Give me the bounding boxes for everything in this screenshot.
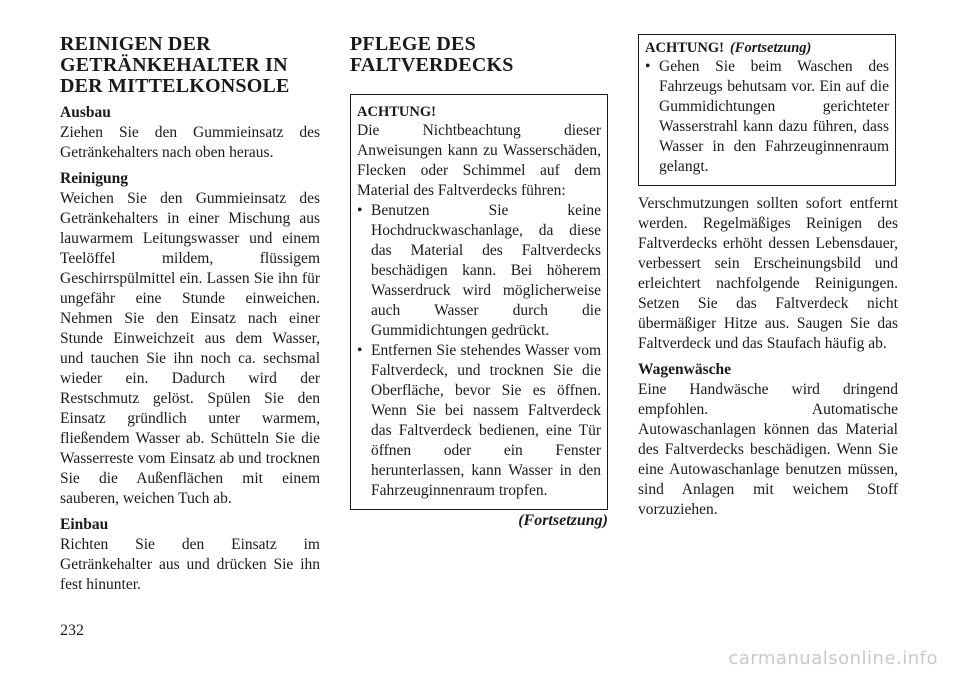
warning-title xyxy=(645,39,889,57)
warning-list xyxy=(357,201,601,501)
heading-einbau: Einbau xyxy=(60,516,109,533)
text-einbau: Richten Sie den Einsatz im Getränkehalter aus und drücken Sie ihn fest hinunter. xyxy=(60,536,320,593)
text-ausbau: Ziehen Sie den Gummieinsatz des Getränkehalters nach oben heraus. xyxy=(60,124,320,161)
warning-title-text: ACHTUNG! xyxy=(645,40,724,56)
warning-box xyxy=(350,94,608,510)
heading-ausbau: Ausbau xyxy=(60,104,111,121)
title-line-3: DER MITTELKONSOLE xyxy=(60,75,290,97)
warning-list xyxy=(645,57,889,177)
warning-title-suffix: (Fortsetzung) xyxy=(729,40,812,56)
page-number: 232 xyxy=(60,622,84,639)
column-left xyxy=(60,34,320,595)
warning-title: ACHTUNG! xyxy=(357,104,436,120)
warning-bullet: • Entfernen Sie stehendes Wasser vom Faltverdeck, und trocknen Sie die Oberfläche, bevor Sie es öffnen. Wenn Sie bei nassem Faltverdeck das Faltverdeck bedienen, eine Tür öffnen oder ein Fenster herunterlassen, kann Wasser in den Fahrzeuginnenraum tropfen. xyxy=(357,341,601,501)
text-wagenwaesche: Eine Handwäsche wird dringend empfohlen. Automatische Autowaschanlagen können das Material des Faltverdecks beschädigen. Wenn Sie eine Autowaschanlage benutzen müssen, sind Anlagen mit weichem Stoff vorzuziehen. xyxy=(638,381,898,518)
watermark: carmanualsonline.info xyxy=(728,648,938,669)
title-line-2: FALTVERDECKS xyxy=(350,54,514,76)
title-line-1: PFLEGE DES xyxy=(350,33,476,55)
column-middle xyxy=(350,34,610,530)
column-right xyxy=(638,34,898,520)
title-line-1: REINIGEN DER xyxy=(60,33,211,55)
warning-box-continued xyxy=(638,34,896,186)
text-reinigung: Weichen Sie den Gummieinsatz des Getränkehalters in einer Mischung aus lauwarmem Leitungswasser und einem Teelöffel mildem, flüssigem Geschirrspülmittel ein. Lassen Sie ihn für ungefähr eine Stunde einweichen. Nehmen Sie den Einsatz nach einer Stunde Einweichzeit aus dem Wasser, und tauchen Sie ihn noch ca. sechsmal wieder ein. Dadurch wird der Restschmutz gelöst. Spülen Sie den Einsatz gründlich unter warmem, fließendem Wasser ab. Schütteln Sie die Wasserreste vom Einsatz ab und trocknen Sie die Außenflächen mit einem sauberen, weichen Tuch ab. xyxy=(60,190,320,507)
warning-bullet: • Benutzen Sie keine Hochdruckwaschanlage, da diese das Material des Faltverdecks beschädigen kann. Bei höherem Wasserdruck wird möglicherweise auch Wasser durch die Gummidichtungen gedrückt. xyxy=(357,201,601,341)
warning-bullet: • Gehen Sie beim Waschen des Fahrzeugs behutsam vor. Ein auf die Gummidichtungen gerichteter Wasserstrahl kann dazu führen, dass Wasser in den Fahrzeuginnenraum gelangt. xyxy=(645,57,889,177)
continued-label: (Fortsetzung) xyxy=(518,512,608,529)
section-title-faltverdeck xyxy=(350,34,610,76)
heading-wagenwaesche: Wagenwäsche xyxy=(638,361,731,378)
title-line-2: GETRÄNKEHALTER IN xyxy=(60,54,288,76)
heading-reinigung: Reinigung xyxy=(60,170,129,187)
section-title-cupholder xyxy=(60,34,320,97)
paragraph-verschmutzungen: Verschmutzungen sollten sofort entfernt werden. Regelmäßiges Reinigen des Faltverdecks erhöht dessen Lebensdauer, verbessert sein Erscheinungsbild und erleichtert nachfolgende Reinigungen. Setzen Sie das Faltverdeck nicht übermäßiger Hitze aus. Saugen Sie das Faltverdeck und das Staufach häufig ab. xyxy=(638,195,898,352)
warning-intro: Die Nichtbeachtung dieser Anweisungen kann zu Wasserschäden, Flecken oder Schimmel auf dem Material des Faltverdecks führen: xyxy=(357,122,601,199)
